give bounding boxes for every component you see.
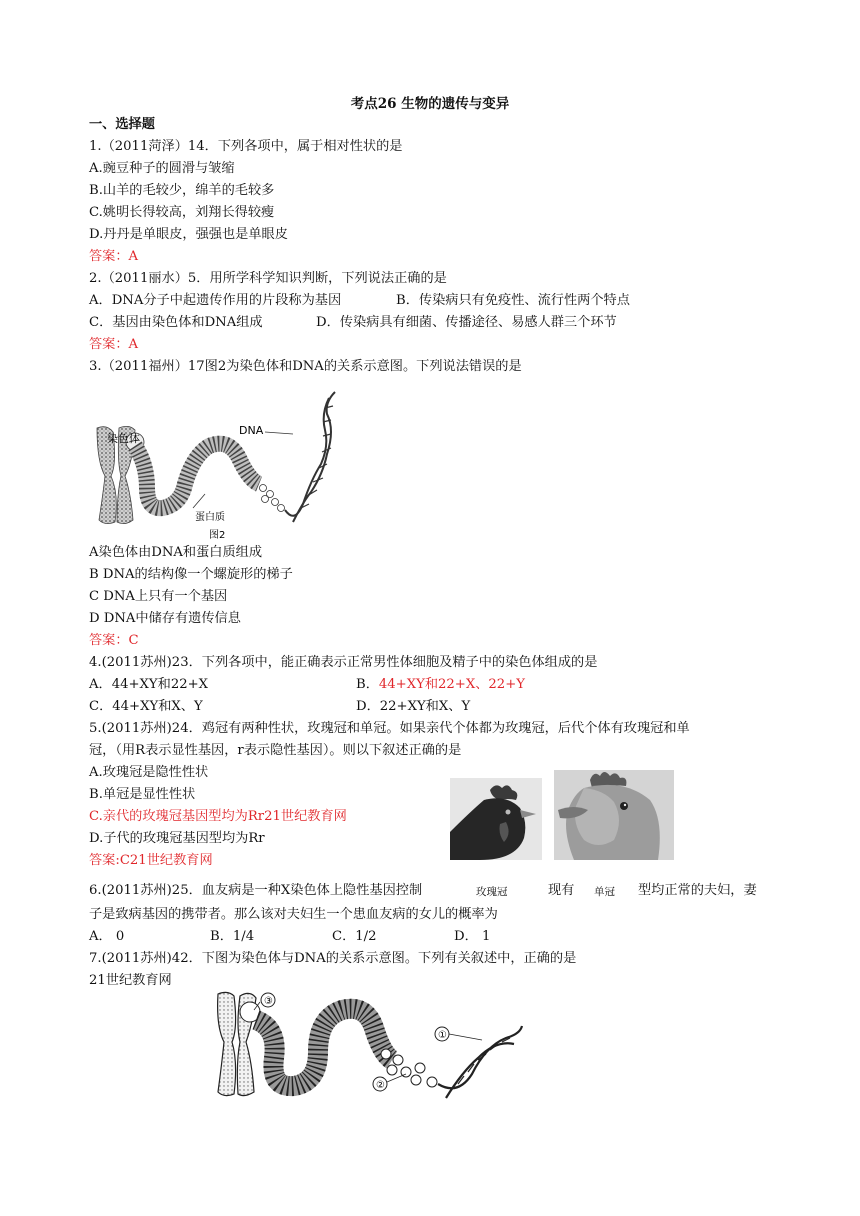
q6-option-c: C．1/2 bbox=[332, 929, 377, 944]
single-comb-label: 单冠 bbox=[594, 886, 615, 898]
q6-option-b: B．1/4 bbox=[210, 929, 255, 944]
rose-comb-photo bbox=[450, 778, 542, 860]
q2-option-a: A．DNA分子中起遗传作用的片段称为基因 bbox=[89, 293, 342, 308]
q6-stem-line2: 子是致病基因的携带者。那么该对夫妇生一个患血友病的女儿的概率为 bbox=[89, 907, 498, 922]
dna-helix-2 bbox=[438, 1026, 522, 1098]
marker-1: ① bbox=[438, 1030, 447, 1041]
q5-option-a: A.玫瑰冠是隐性性状 bbox=[89, 765, 209, 780]
q1-option-c: C.姚明长得较高，刘翔长得较瘦 bbox=[89, 205, 275, 220]
q1-option-b: B.山羊的毛较少，绵羊的毛较多 bbox=[89, 183, 275, 198]
q3-option-c: C DNA上只有一个基因 bbox=[89, 589, 228, 604]
q4-stem: 4.(2011苏州)23．下列各项中，能正确表示正常男性体细胞及精子中的染色体组成的是 bbox=[89, 655, 598, 670]
q5-answer: 答案:C21世纪教育网 bbox=[89, 853, 213, 868]
q5-stem-line2: 冠，（用R表示显性基因，r表示隐性基因）。则以下叙述正确的是 bbox=[89, 743, 462, 758]
dna-helix bbox=[285, 392, 335, 522]
q5-option-c: C.亲代的玫瑰冠基因型均为Rr21世纪教育网 bbox=[89, 809, 347, 824]
q6-stem-part2: 现有 bbox=[548, 883, 575, 898]
q1-stem: 1.（2011菏泽）14．下列各项中，属于相对性状的是 bbox=[89, 139, 403, 154]
q4-option-c: C．44+XY和X、Y bbox=[89, 699, 203, 714]
q3-option-b: B DNA的结构像一个螺旋形的梯子 bbox=[89, 567, 293, 582]
figure-caption: 图2 bbox=[209, 530, 226, 540]
chromosome-dna-figure bbox=[89, 384, 349, 540]
q6-option-d: D． 1 bbox=[454, 929, 491, 944]
q4-option-a: A．44+XY和22+X bbox=[89, 677, 209, 692]
q3-answer: 答案：C bbox=[89, 633, 139, 648]
q4-option-b-prefix: B．44+XY和22+X、22+Y bbox=[356, 677, 525, 692]
single-comb-photo bbox=[554, 770, 674, 860]
label-chromosome: 染色体 bbox=[107, 432, 140, 445]
nucleosome-beads bbox=[260, 485, 285, 512]
q1-answer: 答案：A bbox=[89, 249, 139, 264]
q2-option-c: C．基因由染色体和DNA组成 bbox=[89, 315, 263, 330]
q3-option-d: D DNA中储存有遗传信息 bbox=[89, 611, 241, 626]
q3-option-a: A染色体由DNA和蛋白质组成 bbox=[89, 545, 263, 560]
coiled-fiber bbox=[135, 444, 259, 508]
marker-3: ③ bbox=[264, 996, 273, 1007]
rose-comb-label: 玫瑰冠 bbox=[476, 886, 508, 898]
q2-option-b: B．传染病只有免疫性、流行性两个特点 bbox=[396, 293, 630, 308]
q5-stem-line1: 5.(2011苏州)24．鸡冠有两种性状，玫瑰冠和单冠。如果亲代个体都为玫瑰冠，后代个体有玫瑰冠和单 bbox=[89, 721, 690, 736]
q6-option-a: A． 0 bbox=[89, 929, 125, 944]
chromosome-outline bbox=[218, 992, 260, 1095]
q6-stem-part1: 6.(2011苏州)25．血友病是一种X染色体上隐性基因控制 bbox=[89, 883, 423, 898]
label-protein: 蛋白质 bbox=[195, 512, 225, 523]
page-title: 考点26 生物的遗传与变异 bbox=[350, 96, 510, 112]
q4-option-b-text: 44+XY和22+X、22+Y bbox=[378, 677, 525, 692]
q5-option-b: B.单冠是显性性状 bbox=[89, 787, 196, 802]
chromosome-dna-figure-2 bbox=[206, 988, 526, 1102]
q2-answer: 答案：A bbox=[89, 337, 139, 352]
q7-watermark: 21世纪教育网 bbox=[89, 973, 172, 988]
label-dna: DNA bbox=[239, 424, 264, 437]
coiled-fiber-2 bbox=[256, 1009, 392, 1086]
q3-stem: 3.（2011福州）17图2为染色体和DNA的关系示意图。下列说法错误的是 bbox=[89, 359, 522, 374]
q5-option-d: D.子代的玫瑰冠基因型均为Rr bbox=[89, 831, 265, 846]
q4-option-d: D．22+XY和X、Y bbox=[356, 699, 471, 714]
q1-option-d: D.丹丹是单眼皮，强强也是单眼皮 bbox=[89, 227, 288, 242]
q2-option-d: D．传染病具有细菌、传播途径、易感人群三个环节 bbox=[316, 315, 617, 330]
q1-option-a: A.豌豆种子的圆滑与皱缩 bbox=[89, 161, 235, 176]
marker-2: ② bbox=[376, 1080, 385, 1091]
q2-stem: 2.（2011丽水）5．用所学科学知识判断，下列说法正确的是 bbox=[89, 271, 447, 286]
q6-stem-part3: 型均正常的夫妇，妻 bbox=[638, 883, 757, 898]
q7-stem: 7.(2011苏州)42．下图为染色体与DNA的关系示意图。下列有关叙述中，正确的是 bbox=[89, 951, 577, 966]
section-heading: 一、选择题 bbox=[89, 117, 155, 132]
